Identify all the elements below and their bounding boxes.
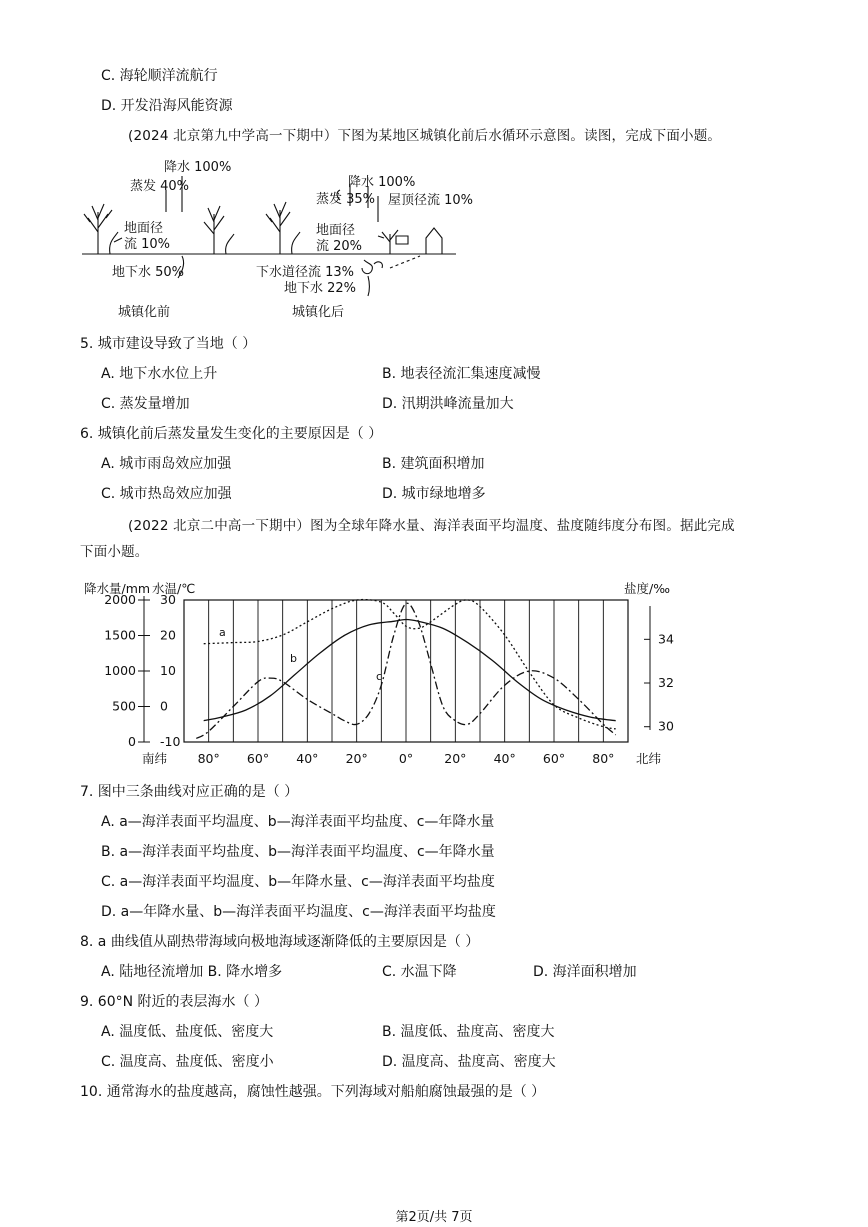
x-tick-label: 20° bbox=[444, 751, 467, 766]
q9-option-d[interactable]: D. 温度高、盐度高、密度大 bbox=[382, 1054, 556, 1070]
temp-tick-label: 20 bbox=[160, 627, 176, 643]
precip-tick-label: 0 bbox=[128, 734, 136, 749]
salinity-tick-label: 32 bbox=[658, 675, 674, 691]
y-mid-label: 水温/℃ bbox=[152, 581, 196, 596]
intro-latitude-chart: (2022 北京二中高一下期中）图为全球年降水量、海洋表面平均温度、盐度随纬度分布图。据此完成 bbox=[128, 518, 735, 534]
q9-option-b[interactable]: B. 温度低、盐度高、密度大 bbox=[382, 1024, 555, 1040]
question-6-stem: 6. 城镇化前后蒸发量发生变化的主要原因是（ ） bbox=[80, 426, 383, 442]
intro-latitude-chart-cont: 下面小题。 bbox=[80, 544, 149, 560]
tree-icon bbox=[266, 202, 300, 254]
q6-option-d[interactable]: D. 城市绿地增多 bbox=[382, 486, 486, 502]
before-evap-label: 蒸发 40% bbox=[130, 179, 190, 194]
x-tick-label: 0° bbox=[398, 751, 414, 766]
precip-tick-label: 500 bbox=[112, 698, 136, 714]
q8-option-d[interactable]: D. 海洋面积增加 bbox=[533, 964, 637, 980]
after-rain-label: 降水 100% bbox=[348, 175, 416, 190]
q7-option-a[interactable]: A. a—海洋表面平均温度、b—海洋表面平均盐度、c—年降水量 bbox=[101, 814, 495, 830]
prev-option-c: C. 海轮顺洋流航行 bbox=[101, 68, 218, 84]
after-ground-label: 地下水 22% bbox=[284, 281, 357, 296]
x-left-end-label: 南纬 bbox=[142, 751, 168, 766]
y-left-label: 降水量/mm bbox=[84, 581, 151, 596]
after-surface-label-2: 流 20% bbox=[316, 239, 363, 254]
question-5-stem: 5. 城市建设导致了当地（ ） bbox=[80, 336, 257, 352]
before-ground-label: 地下水 50% bbox=[112, 265, 185, 280]
house-icon bbox=[426, 228, 442, 254]
salinity-tick-label: 34 bbox=[658, 631, 674, 647]
q7-option-c[interactable]: C. a—海洋表面平均温度、b—年降水量、c—海洋表面平均盐度 bbox=[101, 874, 495, 890]
water-cycle-diagram bbox=[78, 152, 498, 324]
temp-tick-label: -10 bbox=[160, 734, 181, 749]
latitude-chart bbox=[80, 574, 680, 774]
after-caption: 城镇化后 bbox=[292, 305, 345, 320]
precip-tick-label: 1500 bbox=[104, 627, 136, 643]
temp-tick-label: 0 bbox=[160, 698, 168, 714]
after-evap-label: 蒸发 35% bbox=[316, 192, 376, 207]
x-tick-label: 60° bbox=[542, 751, 566, 766]
q7-option-b[interactable]: B. a—海洋表面平均盐度、b—海洋表面平均温度、c—年降水量 bbox=[101, 844, 495, 860]
before-rain-label: 降水 100% bbox=[164, 160, 232, 175]
tree-icon bbox=[84, 204, 122, 254]
before-surface-label-2: 流 10% bbox=[124, 237, 171, 252]
after-sewer-label: 下水道径流 13% bbox=[256, 265, 355, 280]
series-label-a: a bbox=[219, 626, 226, 639]
x-tick-label: 60° bbox=[246, 751, 270, 766]
q8-option-c[interactable]: C. 水温下降 bbox=[382, 964, 457, 980]
x-tick-label: 80° bbox=[592, 751, 615, 766]
q6-option-c[interactable]: C. 城市热岛效应加强 bbox=[101, 486, 232, 502]
q5-option-d[interactable]: D. 汛期洪峰流量加大 bbox=[382, 396, 514, 412]
after-surface-label-1: 地面径 bbox=[316, 223, 356, 238]
before-caption: 城镇化前 bbox=[118, 305, 171, 320]
after-roof-label: 屋顶径流 10% bbox=[388, 193, 474, 208]
q8-option-ab[interactable]: A. 陆地径流增加 B. 降水增多 bbox=[101, 964, 283, 980]
temp-tick-label: 10 bbox=[160, 663, 176, 678]
q9-option-c[interactable]: C. 温度高、盐度低、密度小 bbox=[101, 1054, 274, 1070]
x-tick-label: 40° bbox=[493, 751, 516, 766]
q9-option-a[interactable]: A. 温度低、盐度低、密度大 bbox=[101, 1024, 274, 1040]
x-tick-label: 40° bbox=[296, 751, 319, 766]
series-label-c: c bbox=[376, 670, 383, 683]
question-8-stem: 8. a 曲线值从副热带海域向极地海域逐渐降低的主要原因是（ ） bbox=[80, 934, 480, 950]
precip-tick-label: 2000 bbox=[104, 592, 136, 607]
x-tick-label: 20° bbox=[345, 751, 368, 766]
x-tick-label: 80° bbox=[197, 751, 220, 766]
temp-tick-label: 30 bbox=[160, 592, 176, 607]
q5-option-b[interactable]: B. 地表径流汇集速度减慢 bbox=[382, 366, 541, 382]
y-right-label: 盐度/‰ bbox=[624, 581, 670, 596]
page-footer: 第2页/共 7页 bbox=[395, 1210, 473, 1225]
prev-option-d: D. 开发沿海风能资源 bbox=[101, 98, 233, 114]
intro-water-cycle: (2024 北京第九中学高一下期中）下图为某地区城镇化前后水循环示意图。读图，完成下面小题。 bbox=[128, 128, 722, 144]
salinity-tick-label: 30 bbox=[658, 718, 674, 734]
question-10-stem: 10. 通常海水的盐度越高，腐蚀性越强。下列海域对船舶腐蚀最强的是（ ） bbox=[80, 1084, 546, 1100]
q7-option-d[interactable]: D. a—年降水量、b—海洋表面平均温度、c—海洋表面平均盐度 bbox=[101, 904, 496, 920]
question-7-stem: 7. 图中三条曲线对应正确的是（ ） bbox=[80, 784, 299, 800]
before-surface-label-1: 地面径 bbox=[124, 221, 164, 236]
q5-option-a[interactable]: A. 地下水水位上升 bbox=[101, 366, 218, 382]
question-9-stem: 9. 60°N 附近的表层海水（ ） bbox=[80, 994, 268, 1010]
x-right-end-label: 北纬 bbox=[636, 751, 662, 766]
series-label-b: b bbox=[290, 652, 297, 665]
q6-option-a[interactable]: A. 城市雨岛效应加强 bbox=[101, 456, 232, 472]
tree-icon bbox=[204, 206, 234, 254]
q6-option-b[interactable]: B. 建筑面积增加 bbox=[382, 456, 485, 472]
precip-tick-label: 1000 bbox=[104, 663, 136, 678]
q5-option-c[interactable]: C. 蒸发量增加 bbox=[101, 396, 190, 412]
small-tree-icon bbox=[378, 230, 408, 254]
